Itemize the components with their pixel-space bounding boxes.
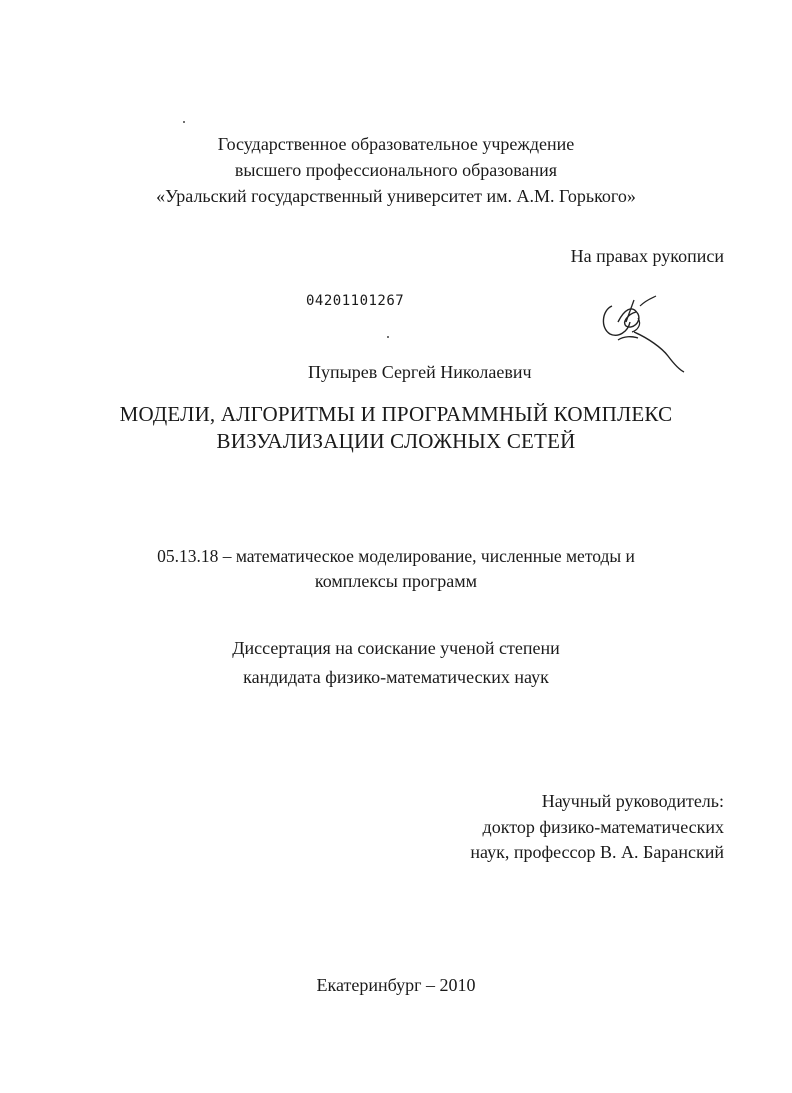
institution-line-1: Государственное образовательное учреждение: [217, 134, 575, 154]
supervisor-degree: доктор физико-математических: [482, 817, 724, 837]
manuscript-note: На правах рукописи: [570, 246, 724, 266]
dissertation-title-line-2: ВИЗУАЛИЗАЦИИ СЛОЖНЫХ СЕТЕЙ: [216, 429, 576, 453]
handwritten-signature: [598, 292, 690, 374]
scan-speck: [183, 121, 185, 123]
supervisor-heading: Научный руководитель:: [541, 791, 724, 811]
supervisor-name: наук, профессор В. А. Баранский: [470, 842, 724, 862]
place-and-year: Екатеринбург – 2010: [316, 975, 476, 995]
degree-line-1: Диссертация на соискание ученой степени: [232, 638, 560, 658]
author-name: Пупырев Сергей Николаевич: [308, 362, 532, 382]
dissertation-title-line-1: МОДЕЛИ, АЛГОРИТМЫ И ПРОГРАММНЫЙ КОМПЛЕКС: [119, 402, 673, 426]
institution-line-3: «Уральский государственный университет им. А.М. Горького»: [156, 186, 636, 206]
specialty-line-1: 05.13.18 – математическое моделирование, численные методы и: [157, 546, 635, 566]
specialty-line-2: комплексы программ: [314, 571, 478, 591]
scan-speck: [387, 336, 389, 338]
institution-line-2: высшего профессионального образования: [234, 160, 558, 180]
degree-line-2: кандидата физико-математических наук: [243, 667, 549, 687]
registration-number: 04201101267: [306, 293, 405, 309]
